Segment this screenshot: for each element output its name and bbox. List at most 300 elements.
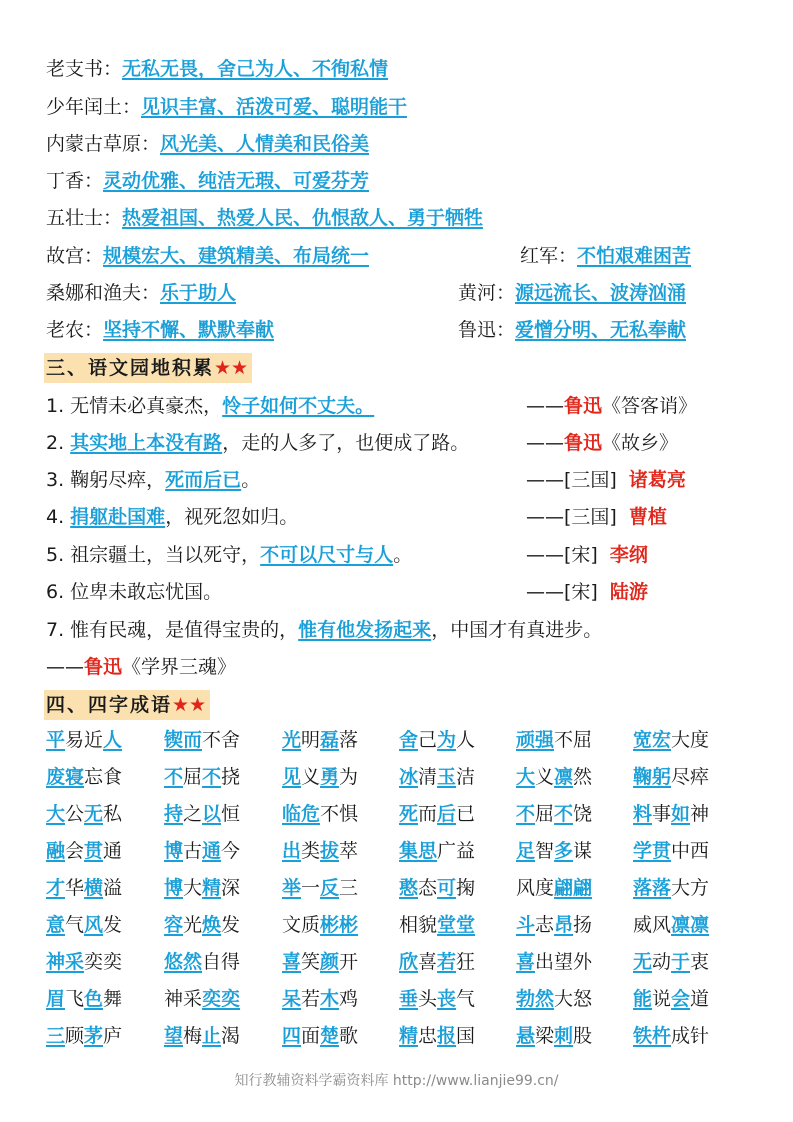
idiom-char: 华 <box>65 877 85 899</box>
idiom-key-char: 风 <box>84 914 104 936</box>
idiom-char: 萃 <box>339 840 359 862</box>
idiom-key-char: 于 <box>671 951 691 973</box>
idiom-char: 志 <box>535 914 555 936</box>
idiom-key-char: 舍 <box>399 729 419 751</box>
idiom-char: 广 <box>437 840 457 862</box>
quote-source-1 <box>526 392 697 420</box>
idiom-char: 奕 <box>84 951 104 973</box>
idiom-char: 己 <box>418 729 438 751</box>
idiom-item <box>516 948 592 976</box>
quote-source-2 <box>526 429 678 457</box>
trait-answer: 见识丰富、活泼可爱、聪明能干 <box>141 96 408 118</box>
idiom-key-char: 堂 <box>456 914 476 936</box>
idiom-key-char: 铁 <box>633 1025 653 1047</box>
idiom-item <box>516 837 592 865</box>
idiom-key-char: 杵 <box>652 1025 672 1047</box>
quote-line-6 <box>46 578 222 606</box>
idiom-item <box>633 763 709 791</box>
idiom-char: 出 <box>535 951 555 973</box>
quote-text: ，视死忽如归。 <box>165 506 299 528</box>
idiom-key-char: 精 <box>202 877 222 899</box>
trait-answer: 风光美、人情美和民俗美 <box>160 133 370 155</box>
idiom-char: 落 <box>339 729 359 751</box>
idiom-char: 说 <box>652 988 672 1010</box>
quote-answer: 惟有他发扬起来 <box>298 619 432 641</box>
idiom-char: 不 <box>554 729 574 751</box>
idiom-key-char: 后 <box>437 803 457 825</box>
idiom-key-char: 持 <box>164 803 184 825</box>
idiom-key-char: 神 <box>46 951 66 973</box>
idiom-key-char: 楚 <box>320 1025 340 1047</box>
idiom-item <box>633 985 709 1013</box>
idiom-item <box>399 911 475 939</box>
idiom-item <box>516 800 592 828</box>
idiom-item <box>516 763 592 791</box>
idiom-char: 为 <box>339 766 359 788</box>
idiom-key-char: 才 <box>46 877 66 899</box>
idiom-item <box>164 800 240 828</box>
idiom-item <box>164 985 240 1013</box>
idiom-char: 大 <box>554 988 574 1010</box>
quote-author: 李纲 <box>609 544 648 566</box>
quote-dash: —— <box>526 432 564 454</box>
idiom-char: 通 <box>103 840 123 862</box>
trait-line-11: 鲁迅：爱憎分明、无私奉献 <box>458 319 687 341</box>
idiom-char: 神 <box>164 988 184 1010</box>
idiom-char: 顾 <box>65 1025 85 1047</box>
idiom-key-char: 冰 <box>399 766 419 788</box>
idiom-key-char: 会 <box>671 988 691 1010</box>
idiom-item <box>633 837 709 865</box>
quote-author: 诸葛亮 <box>628 469 686 491</box>
idiom-item <box>516 1022 592 1050</box>
idiom-item <box>633 1022 709 1050</box>
quote-text: ，走的人多了，也便成了路。 <box>222 432 470 454</box>
quote-dash: —— <box>526 469 564 491</box>
idiom-char: 舍 <box>221 729 241 751</box>
idiom-char: 梅 <box>183 1025 203 1047</box>
idiom-item <box>46 874 122 902</box>
idiom-item <box>46 726 122 754</box>
idiom-item <box>633 948 709 976</box>
idiom-item <box>399 763 475 791</box>
idiom-char: 态 <box>418 877 438 899</box>
idiom-item <box>633 874 709 902</box>
idiom-key-char: 为 <box>437 729 457 751</box>
idiom-key-char: 能 <box>633 988 653 1010</box>
idiom-char: 开 <box>339 951 359 973</box>
idiom-key-char: 呆 <box>282 988 302 1010</box>
idiom-key-char: 彬 <box>339 914 359 936</box>
idiom-char: 掬 <box>456 877 476 899</box>
idiom-key-char: 危 <box>301 803 321 825</box>
idiom-char: 方 <box>690 877 710 899</box>
idiom-char: 奕 <box>103 951 123 973</box>
quote-answer: 不可以尺寸与人 <box>260 544 394 566</box>
quote-answer: 其实地上本没有路 <box>70 432 223 454</box>
idiom-item <box>46 763 122 791</box>
idiom-item <box>516 985 592 1013</box>
idiom-key-char: 平 <box>46 729 66 751</box>
quote-dash: —— <box>526 581 564 603</box>
idiom-char: 发 <box>221 914 241 936</box>
idiom-char: 采 <box>183 988 203 1010</box>
quote-line-2 <box>46 429 469 457</box>
idiom-key-char: 色 <box>84 988 104 1010</box>
idiom-item <box>399 874 475 902</box>
trait-answer: 不怕艰难困苦 <box>577 245 692 267</box>
trait-answer: 规模宏大、建筑精美、布局统一 <box>103 245 370 267</box>
quote-era: [三国] <box>564 469 617 491</box>
idiom-char: 自 <box>202 951 222 973</box>
idiom-item <box>282 726 358 754</box>
quote-author: 鲁迅 <box>84 656 123 678</box>
trait-line-9: 黄河：源远流长、波涛汹涌 <box>458 282 687 304</box>
idiom-key-char: 焕 <box>202 914 222 936</box>
idiom-char: 尽 <box>671 766 691 788</box>
idiom-grid <box>46 726 766 1059</box>
quote-text: 2. <box>46 432 71 454</box>
idiom-row <box>46 837 766 874</box>
idiom-char: 若 <box>301 988 321 1010</box>
quote-answer: 怜子如何不丈夫。 <box>222 395 375 417</box>
idiom-item <box>399 948 475 976</box>
trait-line-7: 红军：不怕艰难困苦 <box>520 245 692 267</box>
idiom-char: 头 <box>418 988 438 1010</box>
idiom-key-char: 精 <box>399 1025 419 1047</box>
idiom-key-char: 如 <box>671 803 691 825</box>
idiom-item <box>164 874 240 902</box>
idiom-char: 道 <box>690 988 710 1010</box>
idiom-char: 大 <box>183 877 203 899</box>
idiom-item <box>282 763 358 791</box>
idiom-key-char: 斗 <box>516 914 536 936</box>
idiom-char: 公 <box>65 803 85 825</box>
quote-work: 《答客诮》 <box>602 395 698 417</box>
idiom-key-char: 足 <box>516 840 536 862</box>
idiom-row <box>46 1022 766 1059</box>
idiom-key-char: 丧 <box>437 988 457 1010</box>
idiom-char: 一 <box>301 877 321 899</box>
idiom-key-char: 躬 <box>652 766 672 788</box>
idiom-char: 神 <box>690 803 710 825</box>
idiom-key-char: 勇 <box>320 766 340 788</box>
idiom-key-char: 光 <box>282 729 302 751</box>
idiom-char: 股 <box>573 1025 593 1047</box>
idiom-char: 屈 <box>573 729 593 751</box>
idiom-char: 义 <box>535 766 555 788</box>
footer-watermark: 知行教辅资料学霸资料库 http://www.lianjie99.cn/ <box>234 1073 559 1089</box>
idiom-key-char: 拔 <box>320 840 340 862</box>
idiom-char: 类 <box>301 840 321 862</box>
idiom-key-char: 然 <box>183 951 203 973</box>
idiom-key-char: 寝 <box>65 766 85 788</box>
idiom-key-char: 而 <box>183 729 203 751</box>
idiom-char: 深 <box>221 877 241 899</box>
idiom-key-char: 三 <box>46 1025 66 1047</box>
idiom-char: 动 <box>652 951 672 973</box>
idiom-key-char: 奕 <box>221 988 241 1010</box>
idiom-key-char: 无 <box>84 803 104 825</box>
idiom-key-char: 鞠 <box>633 766 653 788</box>
idiom-key-char: 勃 <box>516 988 536 1010</box>
idiom-char: 溢 <box>103 877 123 899</box>
idiom-row <box>46 911 766 948</box>
trait-line-3: 内蒙古草原：风光美、人情美和民俗美 <box>46 133 370 155</box>
idiom-char: 威 <box>633 914 653 936</box>
trait-answer: 爱憎分明、无私奉献 <box>515 319 687 341</box>
quote-author: 鲁迅 <box>564 432 603 454</box>
idiom-char: 之 <box>183 803 203 825</box>
idiom-key-char: 以 <box>202 803 222 825</box>
idiom-char: 得 <box>221 951 241 973</box>
idiom-key-char: 见 <box>282 766 302 788</box>
idiom-key-char: 强 <box>535 729 555 751</box>
idiom-char: 忠 <box>418 1025 438 1047</box>
idiom-char: 西 <box>690 840 710 862</box>
idiom-char: 义 <box>301 766 321 788</box>
idiom-char: 已 <box>456 803 476 825</box>
quote-line-7: 7. 惟有民魂，是值得宝贵的，惟有他发扬起来，中国才有真进步。 <box>46 619 603 641</box>
idiom-char: 近 <box>84 729 104 751</box>
trait-line-6: 故宫：规模宏大、建筑精美、布局统一 <box>46 245 370 267</box>
idiom-item <box>516 874 592 902</box>
trait-answer: 无私无畏，舍己为人、不徇私情 <box>122 58 389 80</box>
idiom-key-char: 四 <box>282 1025 302 1047</box>
quote-text: 3. 鞠躬尽瘁， <box>46 469 166 491</box>
idiom-char: 饶 <box>573 803 593 825</box>
idiom-row <box>46 985 766 1022</box>
idiom-key-char: 不 <box>554 803 574 825</box>
idiom-key-char: 不 <box>202 766 222 788</box>
idiom-char: 相 <box>399 914 419 936</box>
idiom-key-char: 大 <box>46 803 66 825</box>
idiom-key-char: 木 <box>320 988 340 1010</box>
idiom-key-char: 集 <box>399 840 419 862</box>
idiom-char: 面 <box>301 1025 321 1047</box>
idiom-key-char: 奕 <box>202 988 222 1010</box>
idiom-key-char: 顽 <box>516 729 536 751</box>
idiom-item <box>399 985 475 1013</box>
idiom-item <box>633 911 709 939</box>
quote-line-5 <box>46 541 412 569</box>
idiom-key-char: 举 <box>282 877 302 899</box>
quote-author: 陆游 <box>609 581 648 603</box>
idiom-char: 鸡 <box>339 988 359 1010</box>
idiom-key-char: 博 <box>164 877 184 899</box>
section-heading-4: 四、四字成语★★ <box>44 690 210 720</box>
idiom-item <box>164 837 240 865</box>
idiom-char: 光 <box>183 914 203 936</box>
idiom-item <box>282 800 358 828</box>
idiom-char: 笑 <box>301 951 321 973</box>
idiom-key-char: 反 <box>320 877 340 899</box>
idiom-char: 梁 <box>535 1025 555 1047</box>
idiom-key-char: 落 <box>652 877 672 899</box>
quote-answer: 捐躯赴国难 <box>70 506 166 528</box>
quote-dash: —— <box>526 506 564 528</box>
idiom-row <box>46 874 766 911</box>
quote-era: [宋] <box>564 544 598 566</box>
idiom-char: 成 <box>671 1025 691 1047</box>
section-heading-3: 三、语文园地积累★★ <box>44 353 252 383</box>
idiom-item <box>164 1022 240 1050</box>
idiom-char: 望 <box>554 951 574 973</box>
idiom-item <box>282 985 358 1013</box>
quote-text: 5. 祖宗疆土，当以死守， <box>46 544 261 566</box>
idiom-char: 衷 <box>690 951 710 973</box>
idiom-char: 屈 <box>535 803 555 825</box>
quote-era: [宋] <box>564 581 598 603</box>
quote-line-3 <box>46 466 260 494</box>
idiom-char: 扬 <box>573 914 593 936</box>
idiom-char: 貌 <box>418 914 438 936</box>
idiom-char: 人 <box>456 729 476 751</box>
idiom-char: 外 <box>573 951 593 973</box>
idiom-key-char: 锲 <box>164 729 184 751</box>
idiom-key-char: 通 <box>202 840 222 862</box>
idiom-item <box>516 726 592 754</box>
trait-answer: 热爱祖国、热爱人民、仇恨敌人、勇于牺牲 <box>122 207 484 229</box>
trait-answer: 源远流长、波涛汹涌 <box>515 282 687 304</box>
idiom-char: 易 <box>65 729 85 751</box>
idiom-item <box>164 726 240 754</box>
idiom-char: 舞 <box>103 988 123 1010</box>
idiom-row <box>46 948 766 985</box>
idiom-char: 清 <box>418 766 438 788</box>
idiom-key-char: 多 <box>554 840 574 862</box>
idiom-item <box>399 800 475 828</box>
idiom-char: 挠 <box>221 766 241 788</box>
idiom-char: 风 <box>652 914 672 936</box>
idiom-key-char: 翩 <box>573 877 593 899</box>
idiom-char: 渴 <box>221 1025 241 1047</box>
idiom-item <box>282 1022 358 1050</box>
idiom-item <box>399 1022 475 1050</box>
idiom-key-char: 临 <box>282 803 302 825</box>
quote-text: 。 <box>393 544 413 566</box>
trait-line-4: 丁香：灵动优雅、纯洁无瑕、可爱芬芳 <box>46 170 370 192</box>
idiom-key-char: 横 <box>84 877 104 899</box>
idiom-char: 庐 <box>103 1025 123 1047</box>
idiom-char: 惧 <box>339 803 359 825</box>
idiom-key-char: 颜 <box>320 951 340 973</box>
idiom-key-char: 翩 <box>554 877 574 899</box>
idiom-char: 国 <box>456 1025 476 1047</box>
idiom-row <box>46 726 766 763</box>
idiom-char: 私 <box>103 803 123 825</box>
idiom-row <box>46 800 766 837</box>
trait-line-1: 老支书：无私无畏，舍己为人、不徇私情 <box>46 58 389 80</box>
idiom-char: 忘 <box>84 766 104 788</box>
idiom-item <box>46 800 122 828</box>
idiom-key-char: 学 <box>633 840 653 862</box>
quote-line-1 <box>46 392 374 420</box>
idiom-item <box>46 985 122 1013</box>
idiom-item <box>164 948 240 976</box>
quote-source-7: ——鲁迅《学界三魂》 <box>46 656 237 678</box>
idiom-key-char: 人 <box>103 729 123 751</box>
idiom-key-char: 垂 <box>399 988 419 1010</box>
idiom-key-char: 不 <box>164 766 184 788</box>
idiom-char: 恒 <box>221 803 241 825</box>
idiom-item <box>399 837 475 865</box>
idiom-key-char: 死 <box>399 803 419 825</box>
idiom-item <box>164 911 240 939</box>
idiom-key-char: 报 <box>437 1025 457 1047</box>
idiom-item <box>46 911 122 939</box>
quote-answer: 死而后已 <box>165 469 242 491</box>
idiom-key-char: 出 <box>282 840 302 862</box>
idiom-key-char: 凛 <box>690 914 710 936</box>
idiom-char: 针 <box>690 1025 710 1047</box>
idiom-char: 古 <box>183 840 203 862</box>
idiom-item <box>633 726 709 754</box>
idiom-char: 益 <box>456 840 476 862</box>
trait-line-8: 桑娜和渔夫：乐于助人 <box>46 282 237 304</box>
quote-text: 1. 无情未必真豪杰， <box>46 395 223 417</box>
star-icons: ★★ <box>214 357 249 379</box>
quote-text: 6. 位卑未敢忘忧国。 <box>46 581 223 603</box>
idiom-item <box>516 911 592 939</box>
trait-line-2: 少年闰土：见识丰富、活泼可爱、聪明能干 <box>46 96 408 118</box>
idiom-char: 屈 <box>183 766 203 788</box>
idiom-key-char: 止 <box>202 1025 222 1047</box>
idiom-key-char: 凛 <box>671 914 691 936</box>
quote-source-5 <box>526 541 648 569</box>
quote-source-4 <box>526 503 667 531</box>
trait-answer: 乐于助人 <box>160 282 237 304</box>
idiom-char: 食 <box>103 766 123 788</box>
star-icons: ★★ <box>172 694 207 716</box>
idiom-item <box>282 911 358 939</box>
idiom-char: 飞 <box>65 988 85 1010</box>
idiom-key-char: 喜 <box>516 951 536 973</box>
idiom-item <box>282 948 358 976</box>
idiom-item <box>164 763 240 791</box>
idiom-char: 中 <box>671 840 691 862</box>
idiom-char: 喜 <box>418 951 438 973</box>
idiom-key-char: 可 <box>437 877 457 899</box>
idiom-key-char: 思 <box>418 840 438 862</box>
idiom-key-char: 大 <box>516 766 536 788</box>
idiom-char: 智 <box>535 840 555 862</box>
idiom-char: 气 <box>456 988 476 1010</box>
idiom-key-char: 容 <box>164 914 184 936</box>
idiom-item <box>282 837 358 865</box>
trait-line-5: 五壮士：热爱祖国、热爱人民、仇恨敌人、勇于牺牲 <box>46 207 484 229</box>
idiom-char: 狂 <box>456 951 476 973</box>
idiom-item <box>282 874 358 902</box>
idiom-key-char: 宏 <box>652 729 672 751</box>
idiom-key-char: 刺 <box>554 1025 574 1047</box>
idiom-char: 质 <box>301 914 321 936</box>
idiom-key-char: 落 <box>633 877 653 899</box>
quote-dash: —— <box>526 544 564 566</box>
idiom-key-char: 贯 <box>84 840 104 862</box>
trait-answer: 坚持不懈、默默奉献 <box>103 319 275 341</box>
idiom-char: 大 <box>671 877 691 899</box>
idiom-item <box>46 1022 122 1050</box>
idiom-key-char: 憨 <box>399 877 419 899</box>
idiom-key-char: 欣 <box>399 951 419 973</box>
idiom-char: 气 <box>65 914 85 936</box>
idiom-char: 大 <box>671 729 691 751</box>
idiom-char: 事 <box>652 803 672 825</box>
idiom-item <box>633 800 709 828</box>
idiom-char: 不 <box>320 803 340 825</box>
idiom-row <box>46 763 766 800</box>
